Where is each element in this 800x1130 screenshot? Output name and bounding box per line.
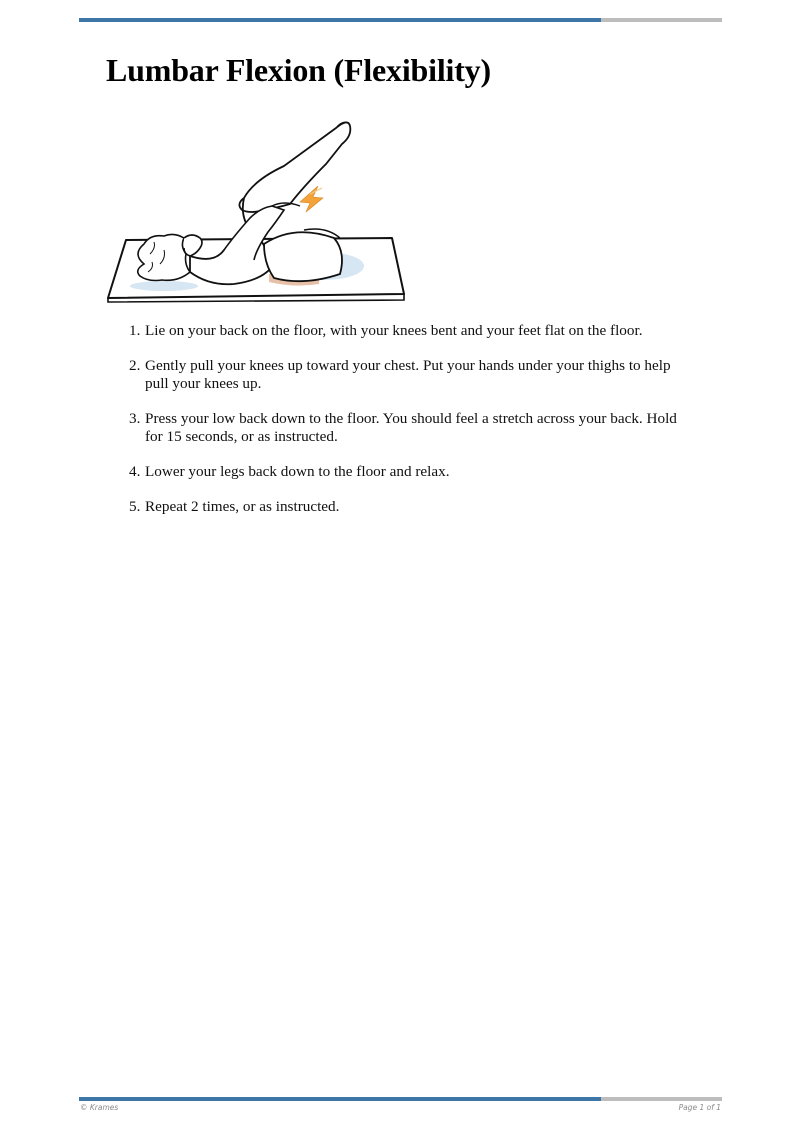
page-title: Lumbar Flexion (Flexibility): [106, 52, 491, 88]
step-text: Repeat 2 times, or as instructed.: [145, 498, 340, 515]
instruction-list: [129, 322, 690, 533]
instruction-step: [129, 322, 690, 340]
footer-copyright: © Krames: [80, 1103, 119, 1112]
step-number: 2.: [129, 357, 141, 374]
step-number: 3.: [129, 410, 141, 427]
header-rule: [79, 18, 722, 22]
footer-rule: [79, 1097, 722, 1101]
instruction-step: [129, 498, 690, 516]
step-text: Lie on your back on the floor, with your knees bent and your feet flat on the floor.: [145, 322, 643, 339]
step-text: Gently pull your knees up toward your chest. Put your hands under your thighs to help pull your knees up.: [145, 357, 671, 392]
step-text: Lower your legs back down to the floor and relax.: [145, 463, 450, 480]
footer-rule-grey: [601, 1097, 722, 1101]
exercise-illustration: [104, 114, 410, 306]
step-number: 5.: [129, 498, 141, 515]
footer-rule-blue: [79, 1097, 601, 1101]
hip-shape: [264, 232, 342, 281]
footer-page-number: Page 1 of 1: [678, 1103, 721, 1112]
header-rule-grey: [601, 18, 722, 22]
arrow-icon: [300, 186, 323, 212]
leg-shape: [239, 122, 350, 212]
instruction-step: [129, 463, 690, 481]
header-rule-blue: [79, 18, 601, 22]
step-number: 1.: [129, 322, 141, 339]
instruction-step: [129, 357, 690, 393]
step-number: 4.: [129, 463, 141, 480]
instruction-step: [129, 410, 690, 446]
step-text: Press your low back down to the floor. You should feel a stretch across your back. Hold for 15 seconds, or as instructed.: [145, 410, 677, 445]
